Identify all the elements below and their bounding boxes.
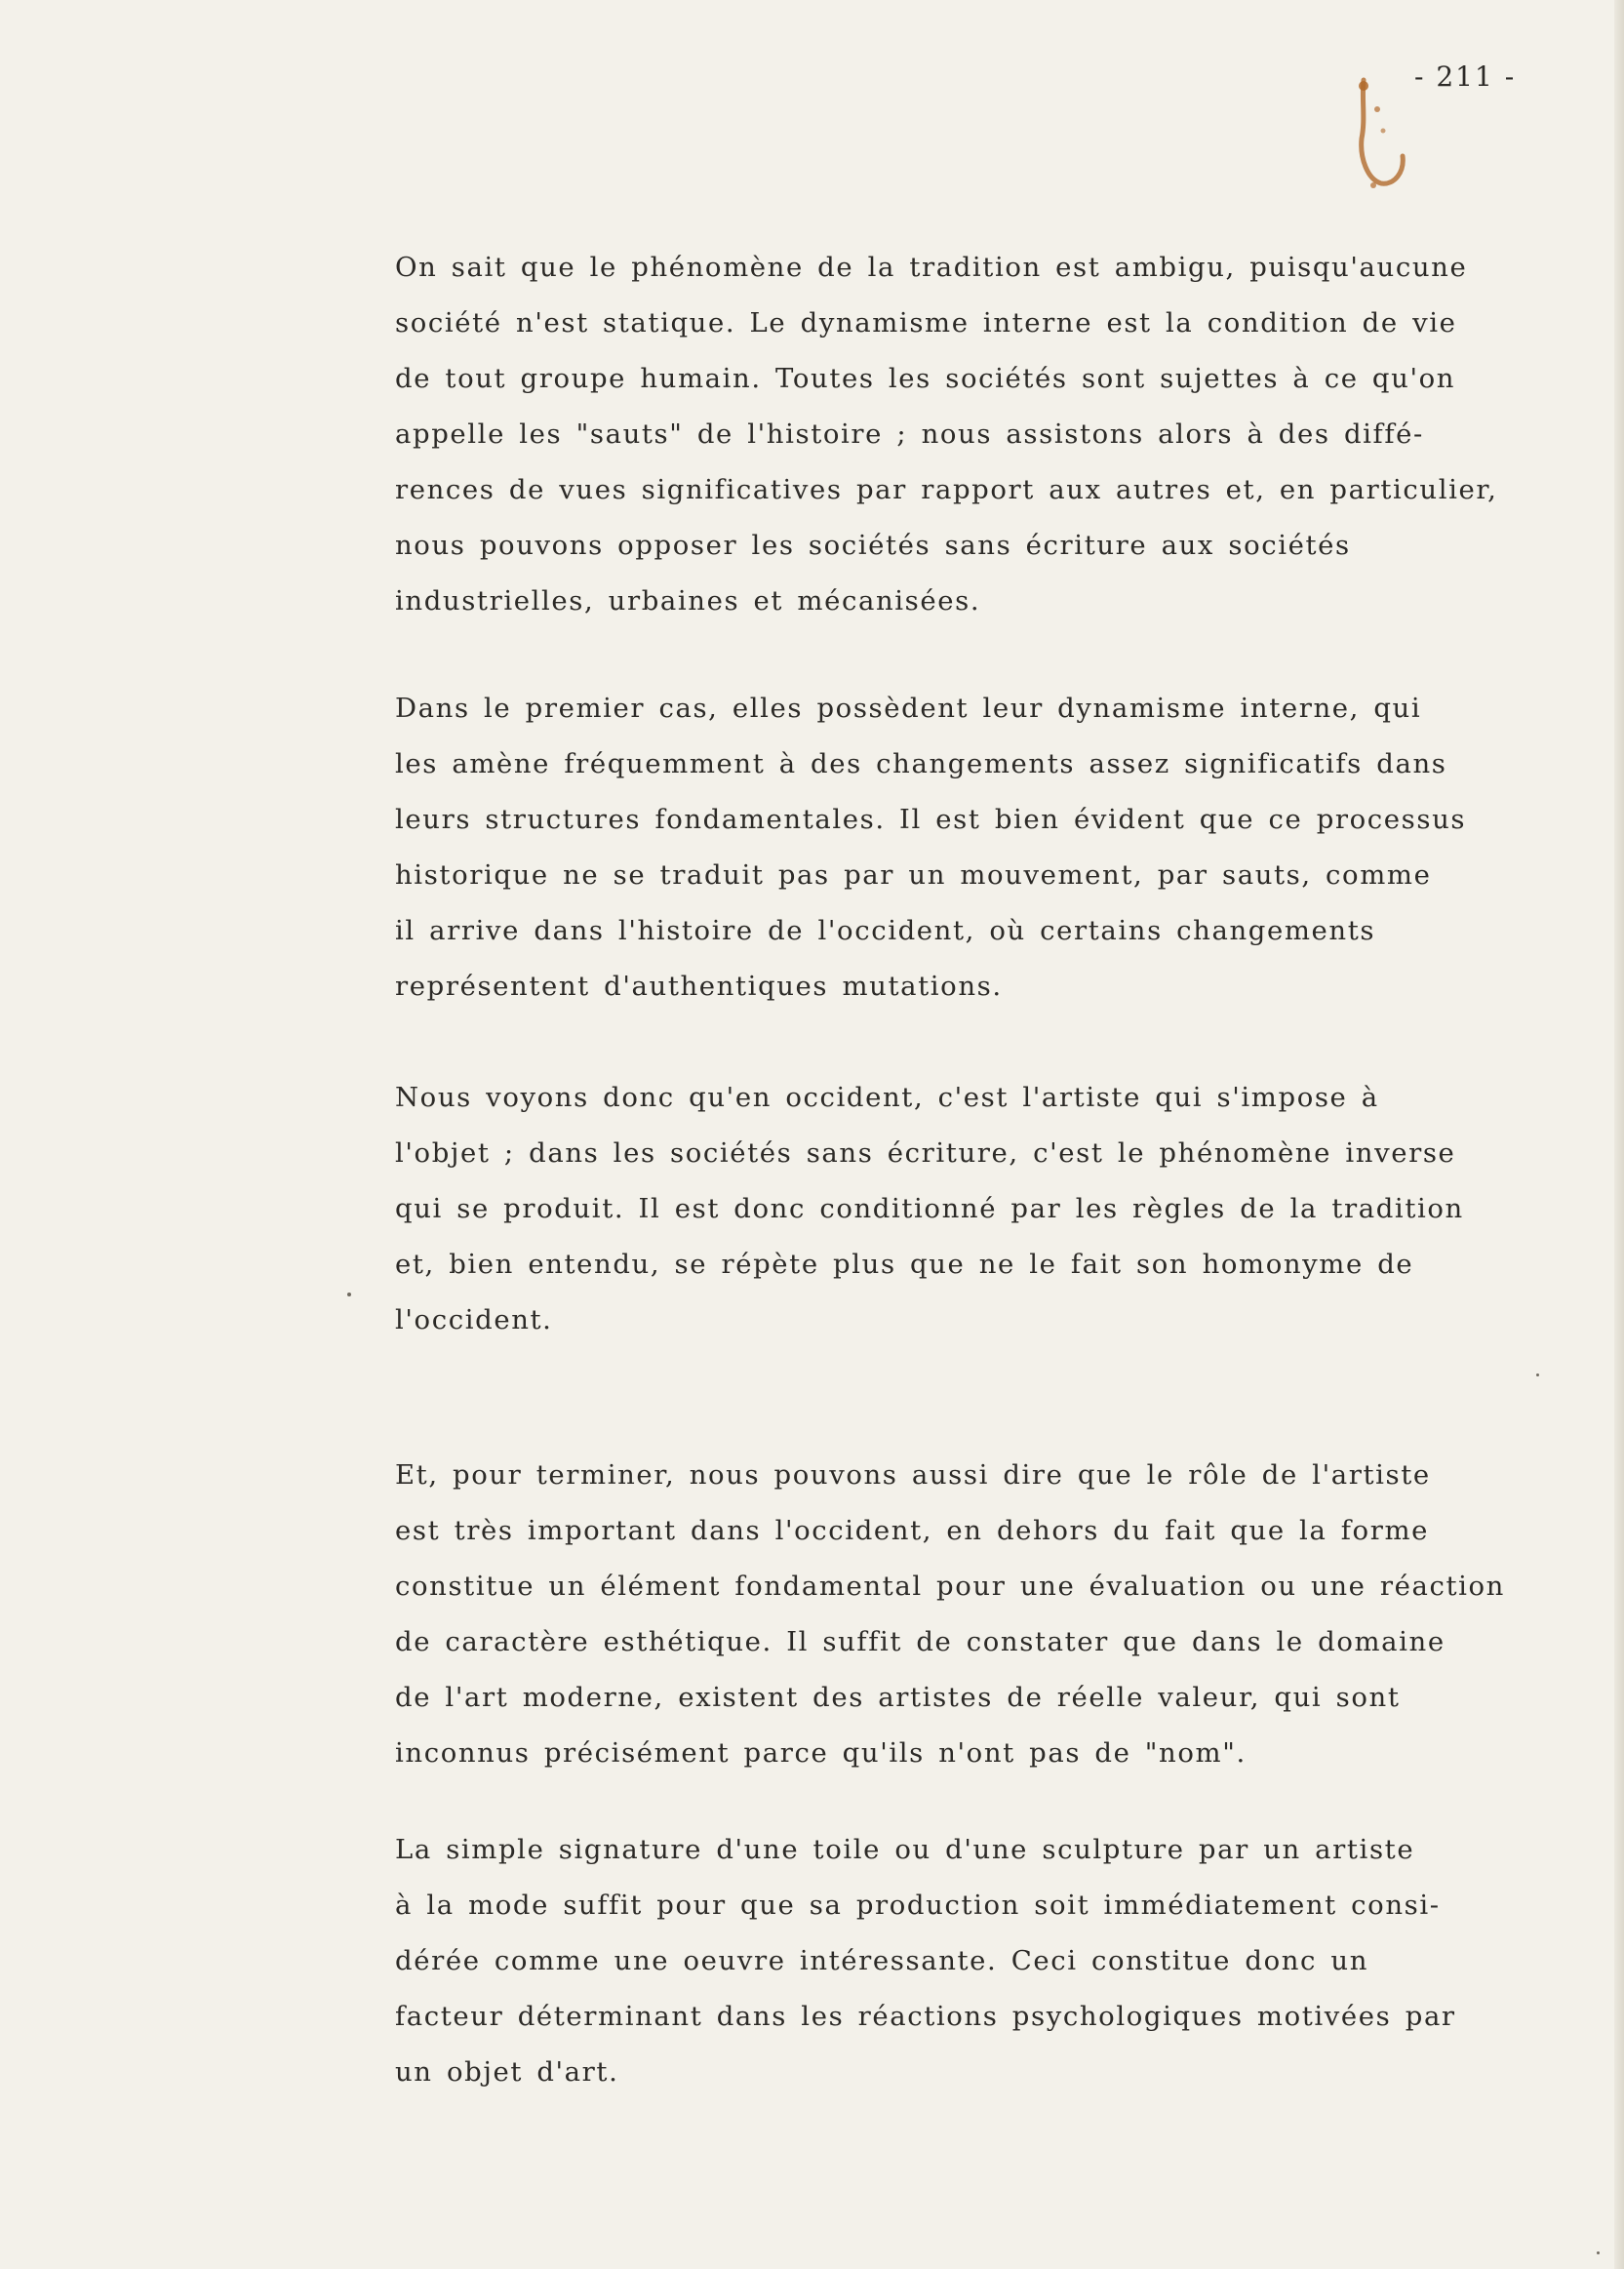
text-line: facteur déterminant dans les réactions psychologiques motivées par [395, 2001, 1456, 2032]
text-line: Nous voyons donc qu'en occident, c'est l'artiste qui s'impose à [395, 1082, 1379, 1113]
text-line: représentent d'authentiques mutations. [395, 971, 1003, 1002]
text-line: industrielles, urbaines et mécanisées. [395, 585, 981, 617]
text-line: il arrive dans l'histoire de l'occident, où certains changements [395, 915, 1376, 946]
text-line: de caractère esthétique. Il suffit de constater que dans le domaine [395, 1626, 1446, 1657]
text-line: de l'art moderne, existent des artistes de réelle valeur, qui sont [395, 1682, 1401, 1713]
text-line: constitue un élément fondamental pour une évaluation ou une réaction [395, 1571, 1505, 1602]
text-line: à la mode suffit pour que sa production soit immédiatement consi- [395, 1890, 1441, 1921]
text-line: historique ne se traduit pas par un mouvement, par sauts, comme [395, 859, 1432, 891]
text-line: qui se produit. Il est donc conditionné par les règles de la tradition [395, 1193, 1464, 1224]
text-line: La simple signature d'une toile ou d'une sculpture par un artiste [395, 1834, 1415, 1865]
paper-speck [347, 1293, 351, 1296]
text-line: Et, pour terminer, nous pouvons aussi dire que le rôle de l'artiste [395, 1459, 1431, 1491]
text-line: société n'est statique. Le dynamisme interne est la condition de vie [395, 307, 1457, 338]
text-line: l'objet ; dans les sociétés sans écriture, c'est le phénomène inverse [395, 1137, 1456, 1169]
text-line: nous pouvons opposer les sociétés sans écriture aux sociétés [395, 530, 1351, 561]
paper-speck [1597, 2251, 1600, 2254]
paragraph-1 [395, 240, 1585, 629]
text-line: inconnus précisément parce qu'ils n'ont pas de "nom". [395, 1737, 1247, 1769]
text-line: Dans le premier cas, elles possèdent leur dynamisme interne, qui [395, 693, 1422, 724]
paragraph-2 [395, 681, 1585, 1015]
paragraph-5 [395, 1822, 1585, 2100]
text-line: est très important dans l'occident, en dehors du fait que la forme [395, 1515, 1430, 1546]
text-line: et, bien entendu, se répète plus que ne le fait son homonyme de [395, 1249, 1414, 1280]
text-line: de tout groupe humain. Toutes les sociétés sont sujettes à ce qu'on [395, 363, 1456, 394]
page-number: - 211 - [1414, 60, 1517, 93]
text-line: rences de vues significatives par rapport aux autres et, en particulier, [395, 474, 1498, 505]
text-line: appelle les "sauts" de l'histoire ; nous assistons alors à des diffé- [395, 418, 1424, 450]
paragraph-4 [395, 1448, 1585, 1781]
text-line: les amène fréquemment à des changements assez significatifs dans [395, 748, 1447, 779]
paper-speck [1536, 1373, 1539, 1376]
paragraph-3 [395, 1070, 1585, 1348]
text-line: l'occident. [395, 1304, 553, 1335]
text-line: leurs structures fondamentales. Il est bien évident que ce processus [395, 804, 1467, 835]
page-edge-shadow [1614, 0, 1624, 2269]
text-line: dérée comme une oeuvre intéressante. Ceci constitue donc un [395, 1945, 1369, 1976]
text-line: On sait que le phénomène de la tradition est ambigu, puisqu'aucune [395, 252, 1468, 283]
text-line: un objet d'art. [395, 2056, 619, 2088]
rust-stain-mark [1344, 70, 1412, 197]
